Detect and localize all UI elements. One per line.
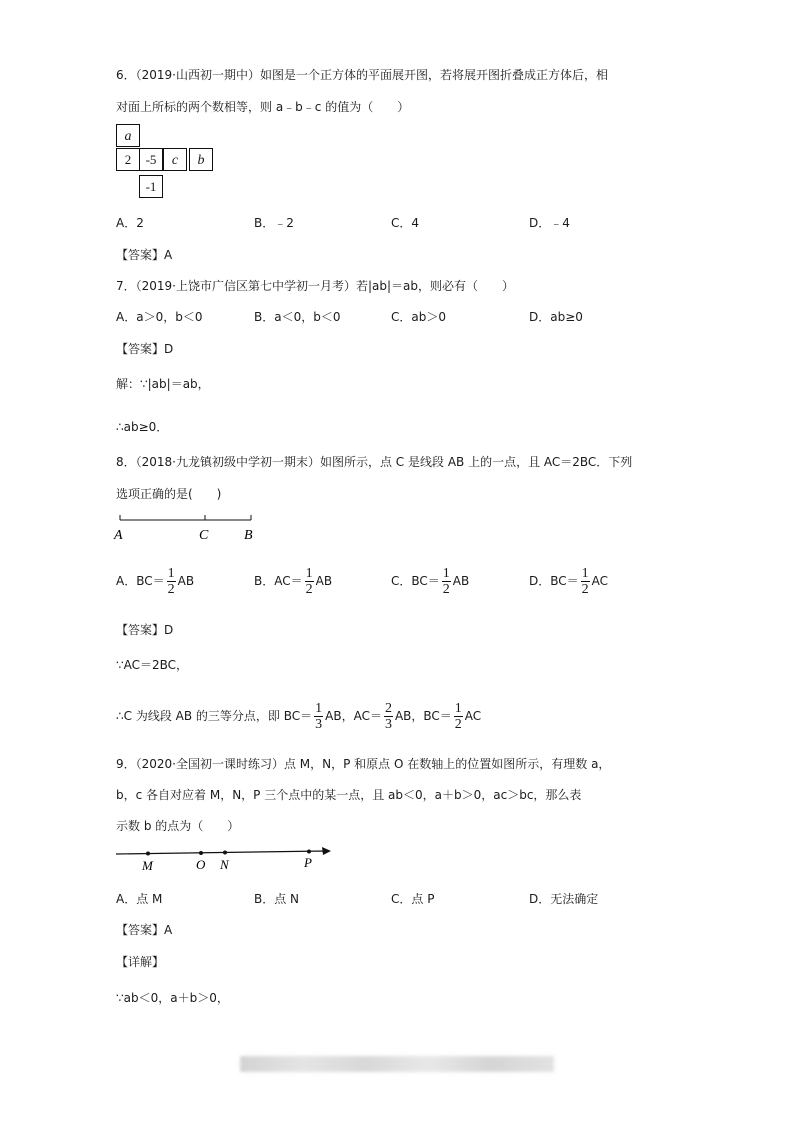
q8-option-a: A．BC＝ $\frac{1}{2}$ AB bbox=[116, 566, 195, 597]
q8-option-b: B．AC＝ $\frac{1}{2}$ AB bbox=[254, 566, 333, 597]
q7-option-a: A．a＞0，b＜0 bbox=[116, 310, 203, 324]
cube-cell-c: c bbox=[163, 148, 187, 171]
q9-answer: 【答案】A bbox=[116, 923, 173, 937]
cube-cell-b: b bbox=[189, 148, 213, 171]
q9-stem-line3: 示数 b 的点为（ ） bbox=[116, 819, 240, 833]
axis-point-o bbox=[199, 851, 203, 855]
q9-solution-1: ∵ab＜0，a＋b＞0， bbox=[116, 991, 229, 1005]
q8-stem-line2: 选项正确的是( ) bbox=[116, 487, 222, 501]
number-axis-figure bbox=[112, 842, 342, 876]
q9-option-d: D．无法确定 bbox=[529, 892, 599, 906]
segment-figure bbox=[112, 510, 272, 544]
q6-option-a: A．2 bbox=[116, 216, 144, 230]
axis-point-m bbox=[146, 852, 150, 856]
q8-option-d: D．BC＝ $\frac{1}{2}$ AC bbox=[529, 566, 609, 597]
axis-arrow-icon bbox=[322, 847, 331, 855]
q6-option-d: D．﹣4 bbox=[529, 216, 570, 230]
axis-label-o: O bbox=[196, 857, 206, 872]
q7-solution-1: 解：∵|ab|＝ab， bbox=[116, 377, 210, 391]
q9-option-c: C．点 P bbox=[391, 892, 435, 906]
segment-label-b: B bbox=[244, 528, 253, 543]
q7-solution-2: ∴ab≥0． bbox=[116, 420, 169, 434]
q8-solution-1: ∵AC＝2BC， bbox=[116, 658, 189, 672]
blurred-footer bbox=[240, 1056, 554, 1072]
axis-label-p: P bbox=[304, 855, 312, 870]
segment-label-a: A bbox=[114, 528, 123, 543]
q7-option-c: C．ab＞0 bbox=[391, 310, 446, 324]
q9-detail-heading: 【详解】 bbox=[116, 955, 165, 969]
axis-point-n bbox=[223, 851, 227, 855]
cube-cell-2: 2 bbox=[116, 148, 140, 171]
q7-option-d: D．ab≥0 bbox=[529, 310, 583, 324]
axis-label-n: N bbox=[220, 857, 229, 872]
segment-label-c: C bbox=[199, 528, 209, 543]
q8-option-c: C．BC＝ $\frac{1}{2}$ AB bbox=[391, 566, 470, 597]
q8-stem-line1: 8．（2018·九龙镇初级中学初一期末）如图所示，点 C 是线段 AB 上的一点，且 AC＝2BC．下列 bbox=[116, 455, 633, 469]
cube-cell-neg1: -1 bbox=[139, 175, 163, 198]
q7-option-b: B．a＜0，b＜0 bbox=[254, 310, 341, 324]
q7-stem: 7．（2019·上饶市广信区第七中学初一月考）若|ab|＝ab，则必有（ ） bbox=[116, 279, 515, 293]
q9-option-b: B．点 N bbox=[254, 892, 300, 906]
cube-cell-a: a bbox=[116, 124, 140, 147]
q9-option-a: A．点 M bbox=[116, 892, 163, 906]
q9-stem-line2: b，c 各自对应着 M，N，P 三个点中的某一点，且 ab＜0，a＋b＞0，ac＞bc，那么表 bbox=[116, 788, 582, 802]
q6-option-c: C．4 bbox=[391, 216, 420, 230]
q6-answer: 【答案】A bbox=[116, 248, 173, 262]
q8-solution-2: ∴C 为线段 AB 的三等分点，即 BC＝ $\frac{1}{3}$ AB，AC＝ $\frac{2}{3}$ AB，BC＝ $\frac{1}{2}$ AC bbox=[116, 701, 482, 732]
q9-stem-line1: 9．（2020·全国初一课时练习）点 M，N，P 和原点 O 在数轴上的位置如图所示，有理数 a， bbox=[116, 757, 611, 771]
axis-point-p bbox=[307, 850, 311, 854]
q6-option-b: B．﹣2 bbox=[254, 216, 294, 230]
axis-label-m: M bbox=[142, 858, 153, 873]
q8-answer: 【答案】D bbox=[116, 623, 174, 637]
q6-stem-line1: 6．（2019·山西初一期中）如图是一个正方体的平面展开图，若将展开图折叠成正方体后，相 bbox=[116, 68, 608, 82]
q7-answer: 【答案】D bbox=[116, 342, 174, 356]
cube-cell-neg5: -5 bbox=[139, 148, 163, 171]
q6-stem-line2: 对面上所标的两个数相等，则 a﹣b﹣c 的值为（ ） bbox=[116, 100, 410, 114]
